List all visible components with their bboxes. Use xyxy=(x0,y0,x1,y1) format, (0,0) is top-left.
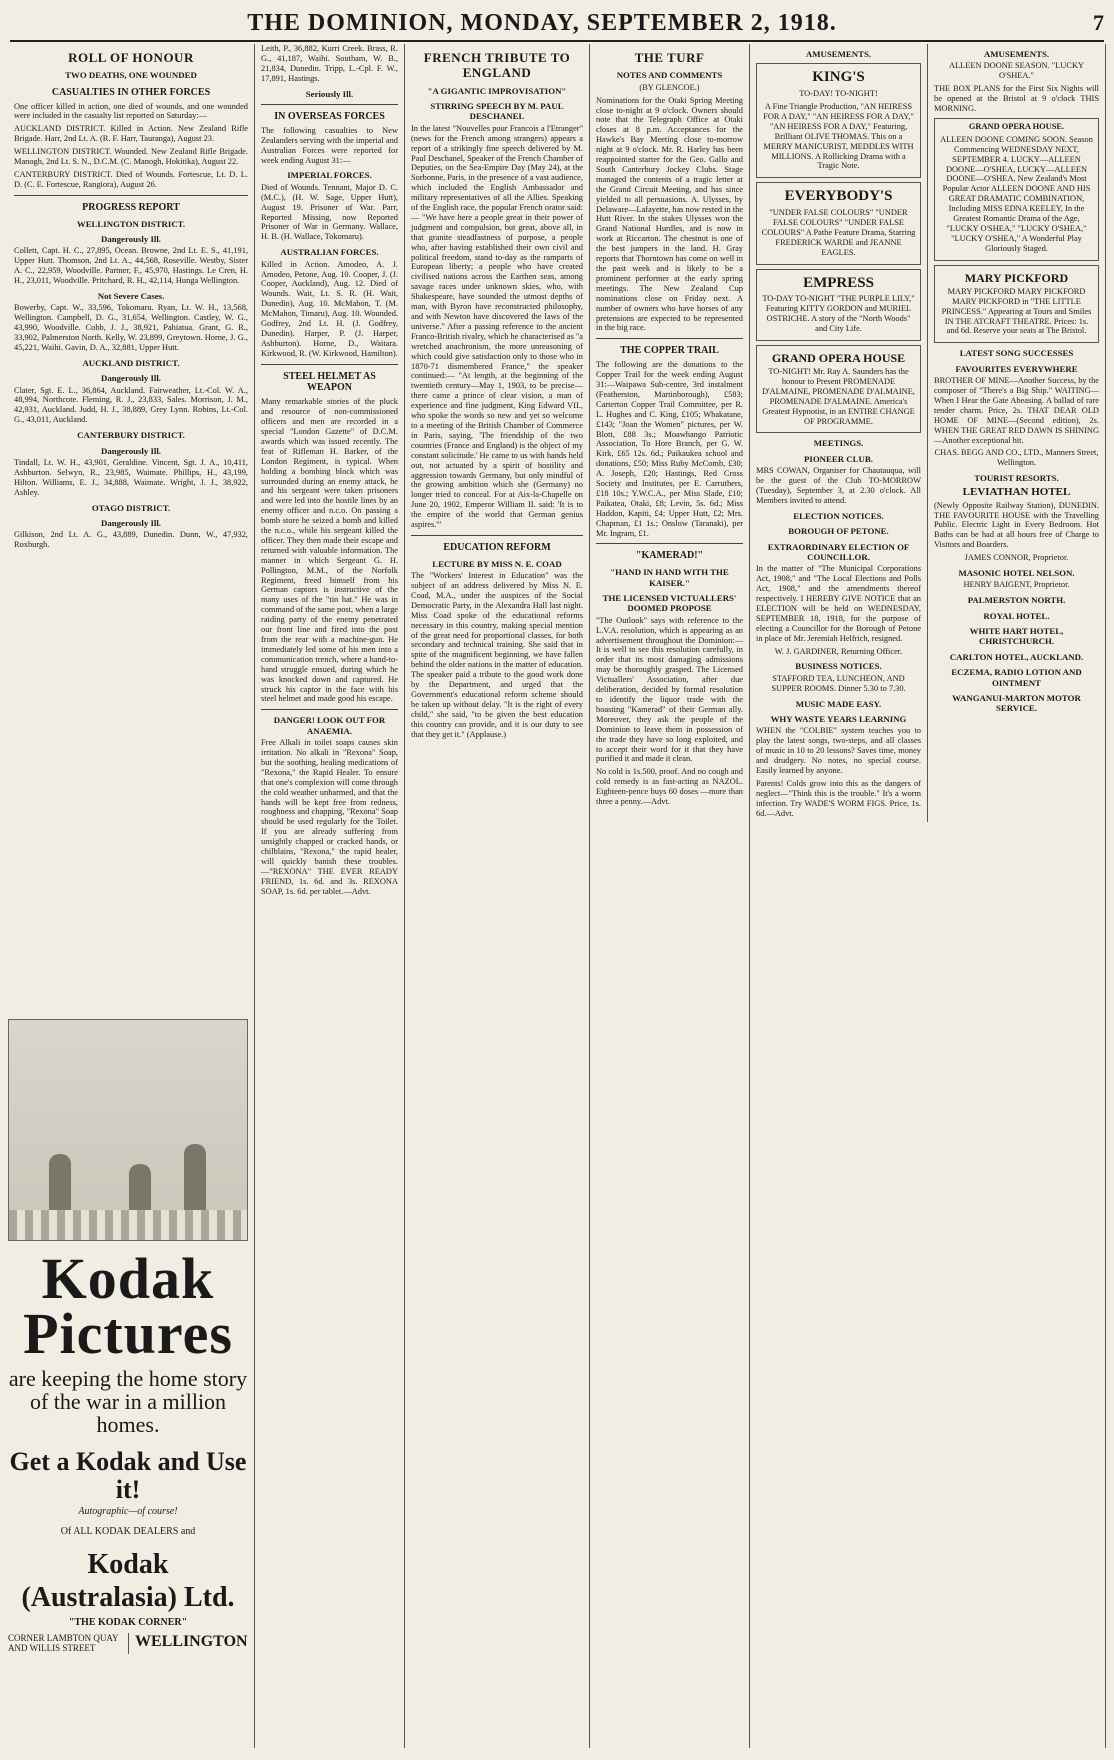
empress-programme: TO-DAY TO-NIGHT "THE PURPLE LILY," Featuring KITTY GORDON and MURIEL OSTRICHE. A story of the "North Woods" and City Life. xyxy=(762,294,915,333)
roll-of-honour-heading: ROLL OF HONOUR xyxy=(68,50,194,65)
masthead-title: THE DOMINION, MONDAY, SEPTEMBER 2, 1918. xyxy=(247,9,837,36)
nazol-advertisement: No cold is 1s.500, proof. And no cough and cold remedy is as fast-acting as NAZOL. Eighteen-pence buys 60 doses —more than three a penny.—Advt. xyxy=(596,767,743,807)
masthead xyxy=(10,6,1104,42)
progress-district: AUCKLAND DISTRICT. xyxy=(82,357,180,368)
copper-trail-article: The following are the donations to the Copper Trail for the week ending August 31:—Waipawa Sub-centre, 3rd instalment (Featherston, Martinborough), £583; Carterton Copper Trail Committee, per R. L. Hughes and C. King, £105; Whakatane, £143; "Joan the Women" pictures, per W. Blott, £88 3s.; Moawhango Patriotic Association, To Hore Branch, per G. W. Kirk, £65 12s. 6d.; Paikaukea school and donations, £50; Miss Ruby McComb, £30; A. Joseph, £20; Hastings, Red Cross Society and Institutes, per E. Carruthers, £18 10s.; Y.W.C.A., per Miss Slade, £10; Paikatea, Otaki, £8; Levin, 5s. 6d.; Miss Haddon, Kapiti, £4; Upper Hutt, £2; Mrs. Chapman, £1 1s.; Onslow (Taranaki), per Mr. Ingram, £1. xyxy=(596,360,743,538)
casualty-item: WELLINGTON DISTRICT. Wounded. New Zealand Rifle Brigade. Manogh, 2nd Lt. S. N., D.C.M. (C. Manogh, Hokitika), August 22. xyxy=(14,147,248,167)
roll-of-honour-subheading: TWO DEATHS, ONE WOUNDED xyxy=(65,70,197,81)
divider xyxy=(596,338,743,339)
favourites-heading: FAVOURITES EVERYWHERE xyxy=(955,363,1078,374)
chas-begg-ad: CHAS. BEGG AND CO., LTD., Manners Street, Wellington. xyxy=(934,448,1099,468)
kodak-headline: Kodak Pictures xyxy=(23,1246,233,1367)
kings-programme: A Fine Triangle Production, "AN HEIRESS FOR A DAY," "AN HEIRESS FOR A DAY," "AN HEIRESS FOR A DAY," Featuring, Brilliant OLIVE THOMAS. This on a MERRY MANICURIST, MEDDLES WITH MILLIONS. A Rollicking Drama with a Tragic Note. xyxy=(763,101,914,171)
music-heading: MUSIC MADE EASY. xyxy=(795,698,882,709)
mary-pickford-heading: MARY PICKFORD xyxy=(964,270,1069,285)
progress-status: Not Severe Cases. xyxy=(97,290,165,301)
kodak-call-to-action: Get a Kodak and Use it! xyxy=(9,1447,247,1504)
mary-pickford-programme: MARY PICKFORD MARY PICKFORD MARY PICKFORD in "THE LITTLE PRINCESS." Appearing at Tours and Smiles IN THE ATCRAFT THEATRE. Prices: 1s. and 6d. Reserve your seats at The Bristol. xyxy=(941,286,1092,336)
french-tribute-heading: FRENCH TRIBUTE TO ENGLAND xyxy=(423,50,571,81)
everybodys-theatre-name: EVERYBODY'S xyxy=(784,188,893,205)
alleen-doone-season: ALLEEN DOONE SEASON. "LUCKY O'SHEA." xyxy=(948,61,1085,81)
casualties-intro: One officer killed in action, one died of wounds, and one wounded were included in the casualty list reported on Saturday:— xyxy=(14,101,248,121)
casualty-item: CANTERBURY DISTRICT. Died of Wounds. Fortescue, Lt. D. L. D. (C. E. Fortescue, Rangiora), August 26. xyxy=(14,169,248,189)
royal-hotel-heading: ROYAL HOTEL. xyxy=(983,610,1050,621)
masonic-hotel-heading: MASONIC HOTEL NELSON. xyxy=(958,568,1075,579)
progress-report-heading: PROGRESS REPORT xyxy=(82,201,180,213)
everybodys-programme: "UNDER FALSE COLOURS" "UNDER FALSE COLOURS" "UNDER FALSE COLOURS" A Pathe Feature Drama, Starring FREDERICK WARDE and JEANNE EAGLES. xyxy=(761,208,916,257)
leviathan-hotel-text: (Newly Opposite Railway Station), DUNEDIN. THE FAVOURITE HOUSE with the Travelling Public. Electric Light in Every Bedroom. Hot Baths can be had at all hours free of Charge to Visitors and Boarders. xyxy=(934,500,1099,550)
empress-theatre-ad xyxy=(756,269,921,341)
overseas-intro: The following casualties to New Zealanders serving with the imperial and Australian Forces were reported for week ending August 31:— xyxy=(261,125,398,165)
turf-byline: (BY GLENCOE.) xyxy=(639,82,700,92)
empress-theatre-name: EMPRESS xyxy=(803,274,874,291)
alleen-doone-programme: ALLEEN DOONE COMING SOON. Season Commencing WEDNESDAY NEXT, SEPTEMBER 4. LUCKY—ALLEEN DOONE—O'SHEA, LUCKY—ALLEEN DOONE—O'SHEA. New Zealand's Most Popular Actor ALLEEN DOONE AND HIS GREAT DRAMATIC COMBINATION, Including MISS EDNA KEELEY, In the Greatest Romantic Drama of the Age, "LUCKY O'SHEA," "LUCKY O'SHEA," "LUCKY O'SHEA," A Wonderful Play Gloriously Staged. xyxy=(940,134,1093,253)
turf-article: Nominations for the Otaki Spring Meeting close to-night at 9 o'clock. Owners should note that the Telegraph Office at Otaki closes at 8 p.m. Acceptances for the Hawke's Bay Meeting close to-morrow night at 9 o'clock. Mr. R. Harley has been reappointed starter for the Geo. Gallo and South Canterbury Jockey Clubs. Stage managed the contents of a tragic letter at the Grand Circuit Meeting, and has since yielded to all persuasions. A. Ulysses, by Delaware—Lafayette, has now rested in the Hutt River. In the stakes Ulysses won the Grand National Hurdles, and is now in work at Riccarton. The chestnut is one of the best jumpers in the land. H. Gray reports that Thorntown has come on well in the past week and is likely to be a prominent performer at the early spring meetings. The New Zealand Cup nominations close on Friday next. A number of owners who have horses of any pretensions are expected to be represented in the big race. xyxy=(596,95,743,333)
education-reform-article: The "Workers' Interest in Education" was the subject of an address delivered by Miss N. E. Coad, M.A., under the auspices of the Social Democratic Party, in the Alexandra Hall last night. Miss Coad spoke of the educational reforms necessary in this country, making special mention of the great need for proportional classes, for both secondary and technical training. She said that in spite of the magnificent beginning, we have fallen behind the older nations in the matter of education. The speaker paid a tribute to the good work done by the Department, and urged that the Government's educational reform scheme should be taken up without delay. "It is the right of every child," she said, "to be given the best education this country can provide, and it is our duty to see that they get it." (Applause.) xyxy=(411,571,583,739)
mary-pickford-ad xyxy=(934,265,1099,344)
progress-status: Dangerously Ill. xyxy=(101,373,161,384)
progress-continued: Leith, P., 36,882, Kurri Creek. Brass, R. G., 41,187, Waihi. Southam, W. B., 21,834, Dunedin. Tripp, L.-Cpl. F. W., 17,891, Hastings. xyxy=(261,44,398,83)
australian-forces-heading: AUSTRALIAN FORCES. xyxy=(280,247,379,258)
divider xyxy=(261,104,398,105)
amusements-heading: AMUSEMENTS. xyxy=(805,49,872,59)
imperial-forces-text: Died of Wounds. Tennant, Major D. C. (M.C.), (H. W. Sage, Upper Hutt), August 19. Prisoner of War. Parr, Reported Missing, now Reported Prisoner of War in Germany. Wallace, H. B. (H. Wallace, Tokomaru). xyxy=(261,182,398,242)
divider xyxy=(261,364,398,365)
election-signature: W. J. GARDINER, Returning Officer. xyxy=(774,646,903,656)
amusements-heading-right: AMUSEMENTS. xyxy=(983,49,1050,59)
election-notices-heading: ELECTION NOTICES. xyxy=(793,510,884,521)
divider xyxy=(261,709,398,710)
progress-status: Dangerously Ill. xyxy=(101,233,161,244)
kings-theatre-name: KING'S xyxy=(812,69,865,86)
tourist-resorts-heading: TOURIST RESORTS. xyxy=(974,473,1059,484)
opera-house-heading: GRAND OPERA HOUSE. xyxy=(968,121,1065,131)
pioneer-club-text: MRS COWAN, Organiser for Chautauqua, will be the guest of the Club TO-MORROW (Tuesday), September 3, at 2.30 o'clock. All Members invited to attend. xyxy=(756,466,921,505)
progress-names: Bowerby, Capt. W., 33,596, Tokomaru. Ryan, Lt. W. H., 13,568, Wellington. Campbell, D. G., 31,654, Wellington. Castley, W. G., 43,990, Woodville. Cobb, J. J., 38,921, Pahiatua. Grant, G. R., 33,902, Palmerston North. Kelly, W. 23,899, Greytown. Horne, J. G., 45,221, Waihi. Gavin, D. A., 32,881, Upper Hutt. xyxy=(14,303,248,352)
education-reform-heading: EDUCATION REFORM xyxy=(443,541,551,553)
progress-status: Dangerously Ill. xyxy=(101,445,161,456)
petone-borough: BOROUGH OF PETONE. xyxy=(788,526,889,537)
kamerad-article: "The Outlook" says with reference to the L.V.A. resolution, which is appearing as an advertisement throughout the Dominion:— It is well to see this resolution carefully, in order that its most damaging admissions may be thoroughly grasped. The Licensed Victuallers' Association, after due deliberation, decided by formal resolution to identify the liquor trade with the boasting "Kamerad" of their German ally. Moreover, they ask the people of the Dominion to leave them in possession of the trade they have so long exploited, and to accept their word for it that they have purified it and made it clean. xyxy=(596,615,743,764)
meetings-heading: MEETINGS. xyxy=(813,438,864,449)
french-tribute-subheading: "A GIGANTIC IMPROVISATION" xyxy=(427,85,567,96)
songs-list: BROTHER OF MINE—Another Success, by the composer of "There's a Big Ship." WAITING—When I Hear the Gate Abeasing. A ballad of rare tender charm. Price, 2s. THAT DEAR OLD HOME OF MINE—(Second edition), 2s. WHEN THE GREAT RED DAWN IS SHINING—Another exceptional hit. xyxy=(934,376,1099,445)
progress-status: Dangerously Ill. xyxy=(101,517,161,528)
french-tribute-subheading-2: STIRRING SPEECH BY M. PAUL DESCHANEL xyxy=(430,101,564,122)
kodak-autographic: Autographic—of course! xyxy=(78,1506,178,1518)
amusements-right xyxy=(934,44,1099,822)
rexona-advertisement: Free Alkali in toilet soaps causes skin irritation. No alkali in "Rexona" Soap, but the soothing, healing medications of "Rexona," the Rapid Healer. To ensure that one's complexion will come through the cold weather unharmed, and that the hands will be kept free from redness, roughness and chapping, "Rexona" Soap should be used regularly for the Toilet. If you are already suffering from unsightly chapped or cracked hands, or chilblains, "Rexona," the rapid healer, will quickly banish these troubles.—"REXONA" THE EVER READY FRIEND, 1s. 6d. and 3s. REXONA SOAP, 1s. 6d. per tablet.—Advt. xyxy=(261,738,398,896)
kings-theatre-ad xyxy=(756,63,921,178)
election-title: EXTRAORDINARY ELECTION OF COUNCILLOR. xyxy=(767,541,910,562)
french-tribute-article: In the latest "Nouvelles pour Francois a l'Etranger" (news for the French among strangers) appears a report of a strikingly fine speech delivered by M. Paul Deschanel, Speaker of the French Chamber of Deputies, on the Sea-Empire Day (May 24), at the Sorbonne, Paris, in the presence of a vast audience, which included the English Ambassador and military representatives of all the Allies. Speaking of the English race, the popular French orator said:— "We have here a people great in their power of judgment and compulsion, but great, above all, in that granite steadfastness of purpose, a people who, after having established their own civil and political freedom, stand to-day as the ramparts of European liberty; a people who have created civilised nations across the Earthen seas, among savage races under unknown skies, who, with Shakespeare, have sounded the utmost depths of man, with Byron have reconstructed philosophy, and with Newton have discovered the laws of the universe." After a passing reference to the ancient Franco-British rivalry, which he characterised as "a wretched anachronism, the more unreasoning of which could give satisfaction only to those who in 1870-71 dismembered France," the speaker continued:— "At length, at the beginning of the twentieth century—May 1, 1903, to be precise—there came a prince of clear vision, a man of experience and fine judgment, King Edward VII., who spoke the words so new and yet so welcome to a meeting of the British Chamber of Commerce in Paris, saying, 'The friendship of the two countries (France and England) is the object of my constant solicitude.' He came to us with hands held out, not actuated by a spirit of hostility and aggression towards Germany, but only mindful of the growing ambition which she (Germany) no longer tried to conceal. For at Aix-la-Chapelle on June 20, 1902, Emperor William II. said: 'It is to the empire of the world that German genius aspires.'" xyxy=(411,123,583,530)
column-2 xyxy=(255,44,405,1748)
education-reform-subheading: LECTURE BY MISS N. E. COAD xyxy=(432,558,562,569)
progress-names: Gilkison, 2nd Lt. A. G., 43,889, Dunedin. Dunn, W., 47,932, Roxburgh. xyxy=(14,530,248,550)
kamerad-subheading: "HAND IN HAND WITH THE KAISER." xyxy=(610,567,729,588)
alleen-doone-ad xyxy=(934,118,1099,261)
balustrade-icon xyxy=(9,1210,247,1240)
progress-district: OTAGO DISTRICT. xyxy=(91,502,171,513)
progress-district: CANTERBURY DISTRICT. xyxy=(77,430,185,441)
opera-house-programme: TO-NIGHT! Mr. Ray A. Saunders has the honour to Present PROMENADE D'ALMAINE, PROMENADE D'ALMAINE, PROMENADE D'ALMAINE. America's Greatest Hypnotist, in an ENTIRE CHANGE OF PROGRAMME. xyxy=(762,367,915,426)
eczema-heading: ECZEMA, RADIO LOTION AND OINTMENT xyxy=(951,667,1082,688)
kodak-photo-illustration xyxy=(8,1019,248,1241)
opera-house-ad xyxy=(756,345,921,434)
column-1 xyxy=(8,44,255,1748)
amusements-left xyxy=(756,44,928,822)
worm-figs-ad: Parents! Colds grow into this as the dangers of neglect—"Think this is the trouble." It's a worm infection. Try WADE'S WORM FIGS. Price, 1s. 6d.—Advt. xyxy=(756,778,921,818)
turf-heading: THE TURF xyxy=(634,50,705,65)
copper-trail-heading: THE COPPER TRAIL xyxy=(620,345,719,357)
everybodys-theatre-ad xyxy=(756,182,921,264)
election-text: In the matter of "The Municipal Corporations Act, 1908," and "The Local Elections and Polls Act, 1908," and the amendments thereof respectively. I HEREBY GIVE NOTICE that an ELECTION will be held on WEDNESDAY, SEPTEMBER 18, 1918, for the purpose of electing a Councillor for the Borough of Petone in place of Mr. Jeremiah Helfrich, resigned. xyxy=(756,564,921,643)
australian-forces-text: Killed in Action. Amodeo, A. J. Amodeo, Petone, Aug. 10. Cooper, J. (J. Cooper, Auckland), Aug. 12. Died of Wounds. Wait, Lt. S. R. (H. Wait, Dunedin), Aug. 10. McMahon, T. (M. McMahon, Timaru), Aug. 10. Wounded. Godfrey, 2nd Lt. H. (J. Godfrey, Dunedin). Harper, P. (J. Harper, Ashburton). Horne, D., Waitara. Kirkwood, R. (W. Kirkwood, Hamilton). xyxy=(261,259,398,358)
turf-subheading: NOTES AND COMMENTS xyxy=(616,70,723,81)
palmerston-north-heading: PALMERSTON NORTH. xyxy=(967,595,1066,606)
seriously-ill-heading: Seriously Ill. xyxy=(305,88,354,99)
kodak-brand: Kodak (Australasia) Ltd. xyxy=(21,1548,235,1613)
kamerad-subheading-2: THE LICENSED VICTUALLERS' DOOMED PROPOSE xyxy=(602,593,737,614)
kamerad-heading: "KAMERAD!" xyxy=(635,550,704,562)
casualties-heading: CASUALTIES IN OTHER FORCES xyxy=(51,86,211,98)
business-notices-heading: BUSINESS NOTICES. xyxy=(795,661,882,672)
latest-songs-heading: LATEST SONG SUCCESSES xyxy=(959,348,1074,359)
carlton-hotel-heading: CARLTON HOTEL, AUCKLAND. xyxy=(949,651,1084,662)
steel-helmet-heading: STEEL HELMET AS WEAPON xyxy=(283,370,376,394)
kings-today: TO-DAY! TO-NIGHT! xyxy=(799,89,878,99)
rexona-heading: DANGER! LOOK OUT FOR ANAEMIA. xyxy=(273,715,386,736)
divider xyxy=(411,535,583,536)
music-text: WHEN the "COLBIE" system teaches you to play the latest songs, two-steps, and all classes of music in 10 to 20 lessons? Saves time, money and drudgery. No notes, no special course. Easily learned by anyone. xyxy=(756,726,921,776)
progress-names: Clater, Sgt. E. L., 36,864, Auckland. Fairweather, Lt.-Col. W. A., 48,994, Northcote. Fleming, R. J., 23,833, Sales. Morrison, J. M., 42,931, Auckland. Judd, H. J., 38,889, Grey Lynn. Robins, Lt.-Col. G., 43,011, Auckland. xyxy=(14,385,248,425)
motor-service-heading: WANGANUI-MARTON MOTOR SERVICE. xyxy=(952,692,1081,714)
masonic-hotel-text: HENRY BAIGENT, Proprietor. xyxy=(963,580,1070,590)
casualty-item: AUCKLAND DISTRICT. Killed in Action. New Zealand Rifle Brigade. Harr, 2nd Lt. A. (R. F. Harr, Tauranga), August 23. xyxy=(14,124,248,144)
kodak-city: WELLINGTON xyxy=(134,1632,248,1650)
steel-helmet-article: Many remarkable stories of the pluck and resource of non-commissioned officers and men are recorded in a special "London Gazette" of D.C.M. awards which was issued recently. The feat of Rifleman H. Barker, of the London Regiment, is typical. When holding a bombing block which was surrounded during an enemy attack, he and his sergeant were taken prisoners and were led into the hostile lines by an enemy officer and n.c.o. On passing a bomb store he seized a bomb and killed the n.c.o., while his sergeant killed the officer. They then made their escape and returned with valuable information. The manner in which Sergeant G. H. Pollington, M.M., of the Norfolk Regiment, freed himself from his German captors is instructive of the many uses of the "tin hat." He was in command of the same post, when a large raiding party of the enemy penetrated our front line and fired into the post from the rear with a machine-gun. He immediately led some of his men into a communication trench, where a hand-to-hand struggle ensued, during which he was knocked down and captured. He struck his captor in the face with his steel helmet and made good his escape. xyxy=(261,397,398,704)
leviathan-hotel-heading: LEVIATHAN HOTEL xyxy=(962,485,1071,498)
column-3 xyxy=(405,44,590,1748)
kodak-dealers: Of ALL KODAK DEALERS and xyxy=(60,1525,196,1537)
progress-district: WELLINGTON DISTRICT. xyxy=(76,218,186,229)
progress-names: Collett, Capt. H. C., 27,895, Ocean. Browne, 2nd Lt. E. S., 41,191, Upper Hutt. Thomson, 2nd Lt. A., 44,568, Roseville. Westby, Sister A. C., 22,959, Woodville. Partner, F., 45,970, Hastings. Le Cren, H. H., 23,011, Woodville. Pritchard, R. H., 42,114, Hunga Wellington. xyxy=(14,246,248,286)
opera-house-name: GRAND OPERA HOUSE xyxy=(771,350,906,365)
kodak-tagline: are keeping the home story of the war in a million homes. xyxy=(8,1366,248,1438)
stafford-tea-rooms: STAFFORD TEA, LUNCHEON, AND SUPPER ROOMS. Dinner 5.30 to 7.30. xyxy=(771,673,906,693)
white-hart-heading: WHITE HART HOTEL, CHRISTCHURCH. xyxy=(969,626,1064,647)
kodak-corner: "THE KODAK CORNER" xyxy=(68,1616,188,1628)
leviathan-signature: JAMES CONNOR, Proprietor. xyxy=(964,553,1069,563)
column-5 xyxy=(750,44,1106,1748)
divider xyxy=(596,543,743,544)
progress-names: Tindall, Lt. W. H., 43,901, Geraldine. Vincent, Sgt. J. A., 10,411, Ashburton. Selwyn, R., 23,985, Waimate. Phillips, H., 43,199, Hilton. Williams, E. J., 34,888, Waimate. Wright, J. J., 38,922, Ashley. xyxy=(14,457,248,497)
pioneer-club-heading: PIONEER CLUB. xyxy=(804,453,873,464)
kodak-address: CORNER LAMBTON QUAY AND WILLIS STREET xyxy=(8,1633,129,1654)
imperial-forces-heading: IMPERIAL FORCES. xyxy=(287,170,372,181)
box-plans-notice: THE BOX PLANS for the First Six Nights will be opened at the Bristol at 9 o'clock THIS MORNING. xyxy=(934,84,1099,113)
column-4 xyxy=(590,44,750,1748)
overseas-forces-heading: IN OVERSEAS FORCES xyxy=(274,111,385,122)
divider xyxy=(14,195,248,196)
kodak-advertisement xyxy=(8,1019,248,1748)
page-number: 7 xyxy=(1093,10,1104,35)
music-subheading: WHY WASTE YEARS LEARNING xyxy=(770,714,907,725)
